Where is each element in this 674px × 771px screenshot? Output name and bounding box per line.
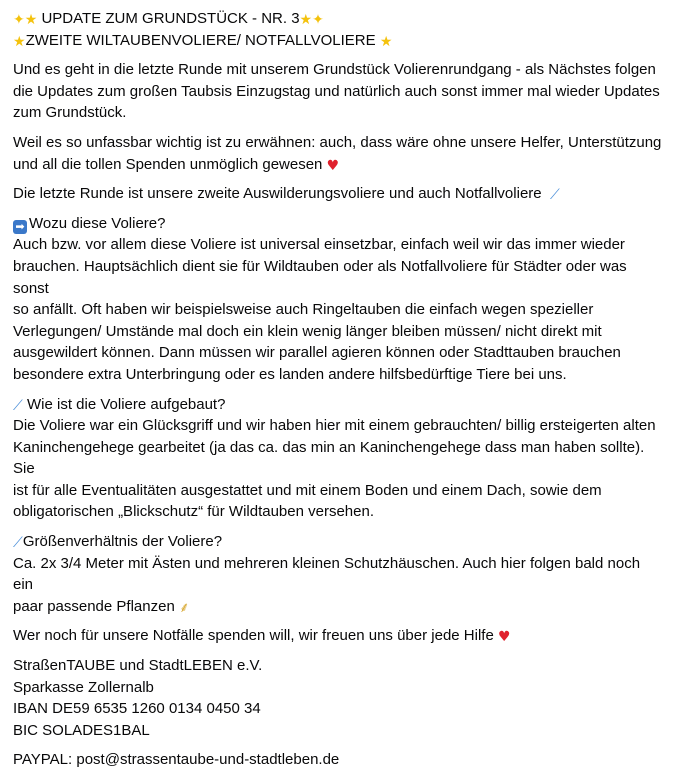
why-line: ausgewildert können. Dann müssen wir parallel agieren können oder Stadttauben brauchen (13, 344, 621, 362)
size-text: paar passende Pflanzen (13, 597, 175, 615)
heart-icon: ♥ (326, 157, 340, 174)
last-round-text: Die letzte Runde ist unsere zweite Auswilderungsvoliere und auch Notfallvoliere (13, 185, 542, 203)
paypal-paragraph (13, 749, 662, 771)
structure-heading (13, 394, 662, 416)
why-line: besondere extra Unterbringung oder es landen andere hilfsbedürftige Tiere bei uns. (13, 365, 567, 383)
donate-line (13, 625, 662, 647)
last-round-paragraph (13, 183, 662, 205)
structure-line: Die Voliere war ein Glücksgriff und wir haben hier mit einem gebrauchten/ billig ersteigerten alten (13, 417, 656, 435)
donate-paragraph (13, 625, 662, 647)
feather-icon: ⟋ (13, 397, 23, 414)
thanks-text: und all die tollen Spenden unmöglich gewesen (13, 155, 323, 173)
intro-paragraph (13, 59, 662, 124)
why-heading-text: Wozu diese Voliere? (29, 214, 166, 232)
structure-line: ist für alle Eventualitäten ausgestattet und mit einem Boden und einem Dach, sowie dem (13, 481, 602, 499)
why-line: Verlegungen/ Umstände mal doch ein klein wenig länger bleiben müssen/ nicht direkt mit (13, 322, 602, 340)
why-heading (13, 213, 662, 235)
sparkle-icon: ✦ (312, 12, 324, 28)
intro-line: zum Grundstück. (13, 104, 127, 122)
star-icon: ★ (379, 33, 393, 50)
size-line (13, 596, 662, 618)
why-paragraph (13, 213, 662, 386)
iban: IBAN DE59 6535 1260 0134 0450 34 (13, 700, 261, 718)
why-line: so anfällt. Oft haben wir beispielsweise auch Ringeltauben die einfach wegen spezieller (13, 301, 594, 319)
star-icon: ★ (13, 33, 26, 50)
intro-line: Und es geht in die letzte Runde mit unserem Grundstück Volierenrundgang - als Nächstes folgen (13, 61, 656, 79)
bank-details (13, 655, 662, 741)
why-line: Auch bzw. vor allem diese Voliere ist universal einsetzbar, einfach weil wir das immer wieder (13, 236, 625, 254)
sparkle-icon: ✦ (13, 12, 25, 28)
thanks-line: Weil es so unfassbar wichtig ist zu erwähnen: auch, dass wäre ohne unsere Helfer, Unterstützung (13, 133, 662, 151)
feather-icon: ⟋ (549, 187, 560, 204)
last-round-line (13, 183, 662, 205)
title-line-2 (13, 30, 662, 52)
size-paragraph (13, 531, 662, 617)
intro-line: die Updates zum großen Taubsis Einzugstag und natürlich auch sonst immer mal wieder Updates (13, 82, 660, 100)
why-line: brauchen. Hauptsächlich dient sie für Wildtauben oder als Notfallvoliere für Städter oder was sonst (13, 257, 627, 297)
structure-paragraph (13, 394, 662, 524)
structure-line: obligatorischen „Blickschutz“ für Wildtauben versehen. (13, 503, 375, 521)
size-heading (13, 531, 662, 553)
bic: BIC SOLADES1BAL (13, 721, 150, 739)
size-line: Ca. 2x 3/4 Meter mit Ästen und mehreren kleinen Schutzhäuschen. Auch hier folgen bald noch ein (13, 554, 641, 594)
subtitle-text: ZWEITE WILTAUBENVOLIERE/ NOTFALLVOLIERE (25, 31, 376, 49)
thanks-line (13, 154, 662, 176)
arrow-right-icon: ➡ (13, 220, 27, 234)
bank-name: Sparkasse Zollernalb (13, 678, 154, 696)
paypal-line: PAYPAL: post@strassentaube-und-stadtleben.de (13, 751, 340, 769)
star-icon: ★ (299, 12, 313, 28)
feather-icon: ⟋ (13, 535, 23, 552)
structure-heading-text: Wie ist die Voliere aufgebaut? (26, 395, 226, 413)
structure-line: Kaninchengehege gearbeitet (ja das ca. das min an Kaninchengehege dass man haben sollte). Sie (13, 438, 645, 478)
donate-text: Wer noch für unsere Notfälle spenden will, wir freuen uns über jede Hilfe (13, 627, 494, 645)
thanks-paragraph (13, 132, 662, 175)
title-line-1 (13, 8, 662, 30)
wheat-icon: ⸙ (178, 599, 190, 616)
heart-icon: ♥ (497, 629, 511, 646)
post-title (13, 8, 662, 51)
size-heading-text: Größenverhältnis der Voliere? (22, 533, 223, 551)
star-icon: ★ (24, 12, 38, 28)
title-text: UPDATE ZUM GRUNDSTÜCK - NR. 3 (41, 10, 300, 27)
account-holder: StraßenTAUBE und StadtLEBEN e.V. (13, 657, 263, 675)
